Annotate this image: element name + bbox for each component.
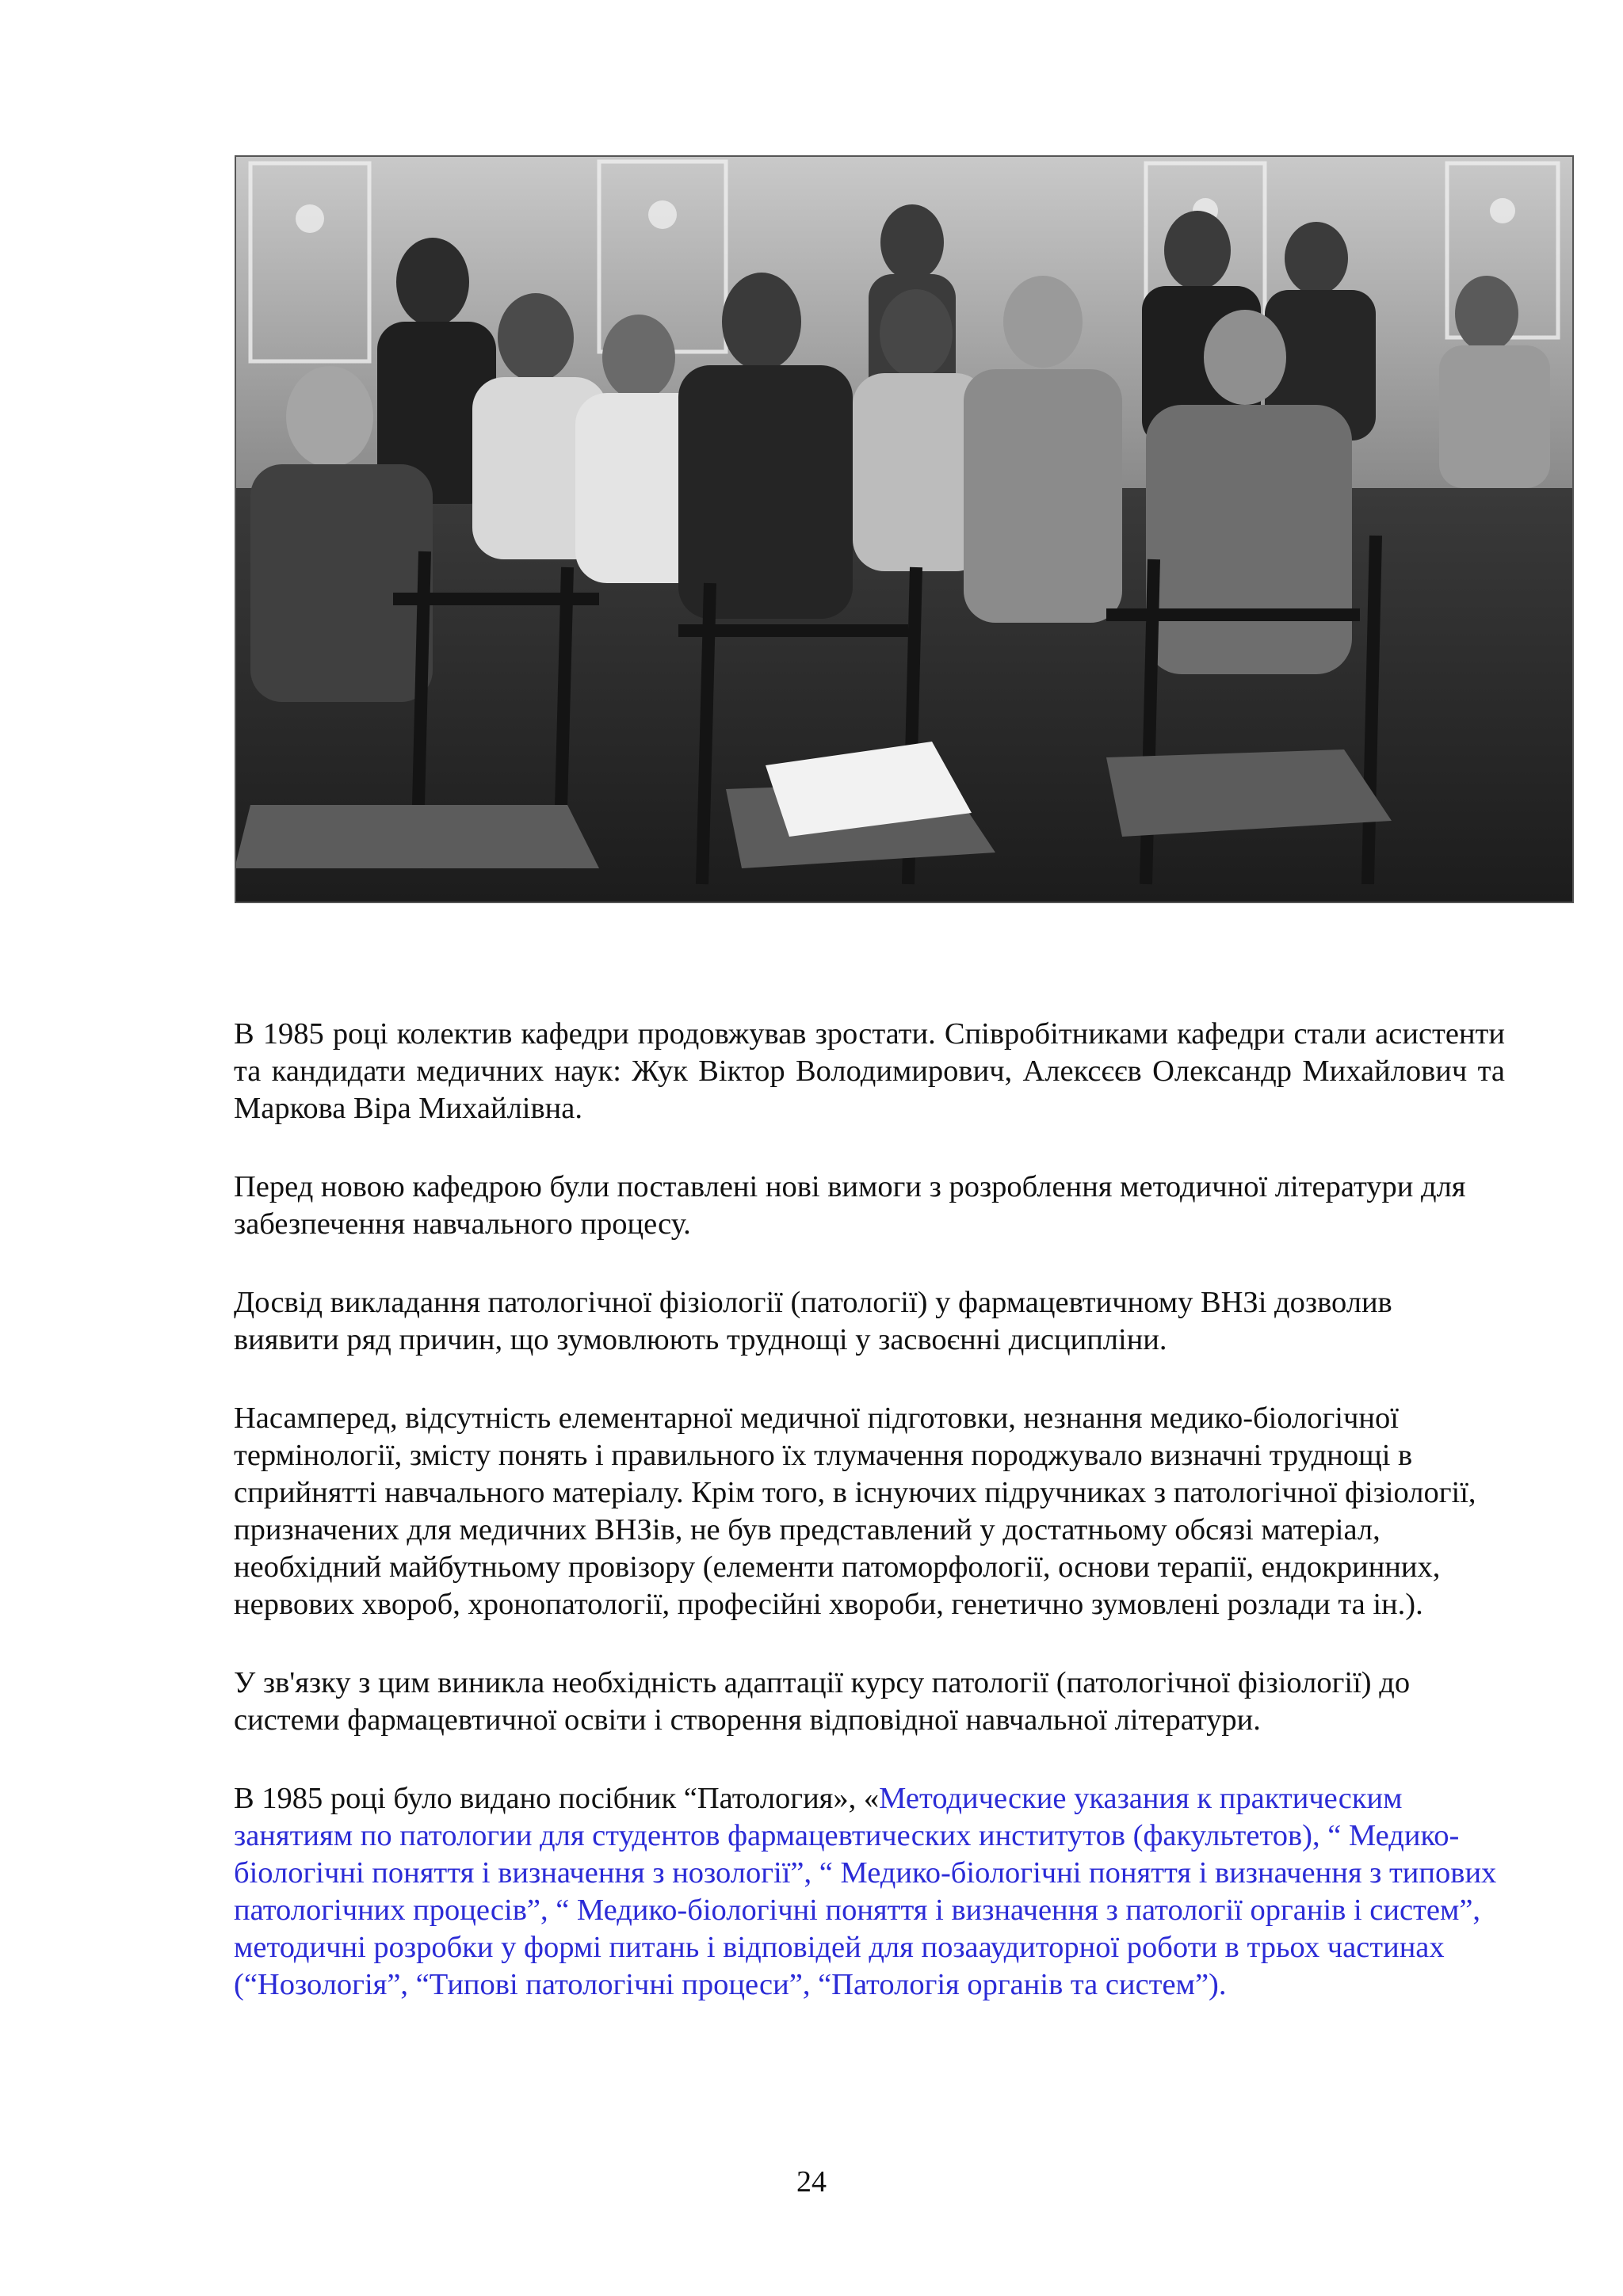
paragraph-6-text: В 1985 році було видано посібник “Патология», « (234, 1782, 880, 1815)
page-number: 24 (796, 2165, 827, 2199)
group-photo-image (235, 155, 1574, 903)
paragraph-2: Перед новою кафедрою були поставлені нові вимоги з розроблення методичної літератури для забезпечення навчального процесу. (234, 1170, 1466, 1241)
paragraph-6 (234, 1780, 1505, 2004)
paragraph-1: В 1985 році колектив кафедри продовжував зростати. Співробітниками кафедри стали асистенти та кандидати медичних наук: Жук Віктор Володимирович, Алексєєв Олександр Михайлович та Маркова Віра Михайлівна. (234, 1017, 1505, 1125)
paragraph-3: Досвід викладання патологічної фізіології (патології) у фармацевтичному ВНЗі дозволив виявити ряд причин, що зумовлюють труднощі у засвоєнні дисципліни. (234, 1286, 1392, 1356)
paragraph-5: У зв'язку з цим виникла необхідність адаптації курсу патології (патологічної фізіології) до системи фармацевтичної освіти і створення відповідної навчальної літератури. (234, 1666, 1411, 1737)
paragraph-4: Насамперед, відсутність елементарної медичної підготовки, незнання медико-біологічної термінології, змісту понять і правильного їх тлумачення породжувало визначні труднощі в сприйнятті навчального матеріалу. Крім того, в існуючих підручниках з патологічної фізіології, призначених для медичних ВНЗів, не був представлений у достатньому обсязі матеріал, необхідний майбутньому провізору (елементи патоморфології, основи терапії, ендокринних, нервових хвороб, хронопатології, професійні хвороби, генетично зумовлені розлади та ін.). (234, 1402, 1476, 1621)
methodical-literature-titles: Методические указания к практическим занятиям по патологии для студентов фармацевтических институтов (факультетов), “ Медико-біологічні поняття і визначення з нозології”, “ Медико-біологічні поняття і визначення з типових патологічних процесів”, “ Медико-біологічні поняття і визначення з патології органів і систем”, методичні розробки у формі питань і відповідей для позааудиторної роботи в трьох частинах (“Нозологія”, “Типові патологічні процеси”, “Патологія органів та систем”). (234, 1782, 1497, 2001)
body-text (234, 1016, 1505, 2045)
group-photo (235, 155, 1574, 903)
